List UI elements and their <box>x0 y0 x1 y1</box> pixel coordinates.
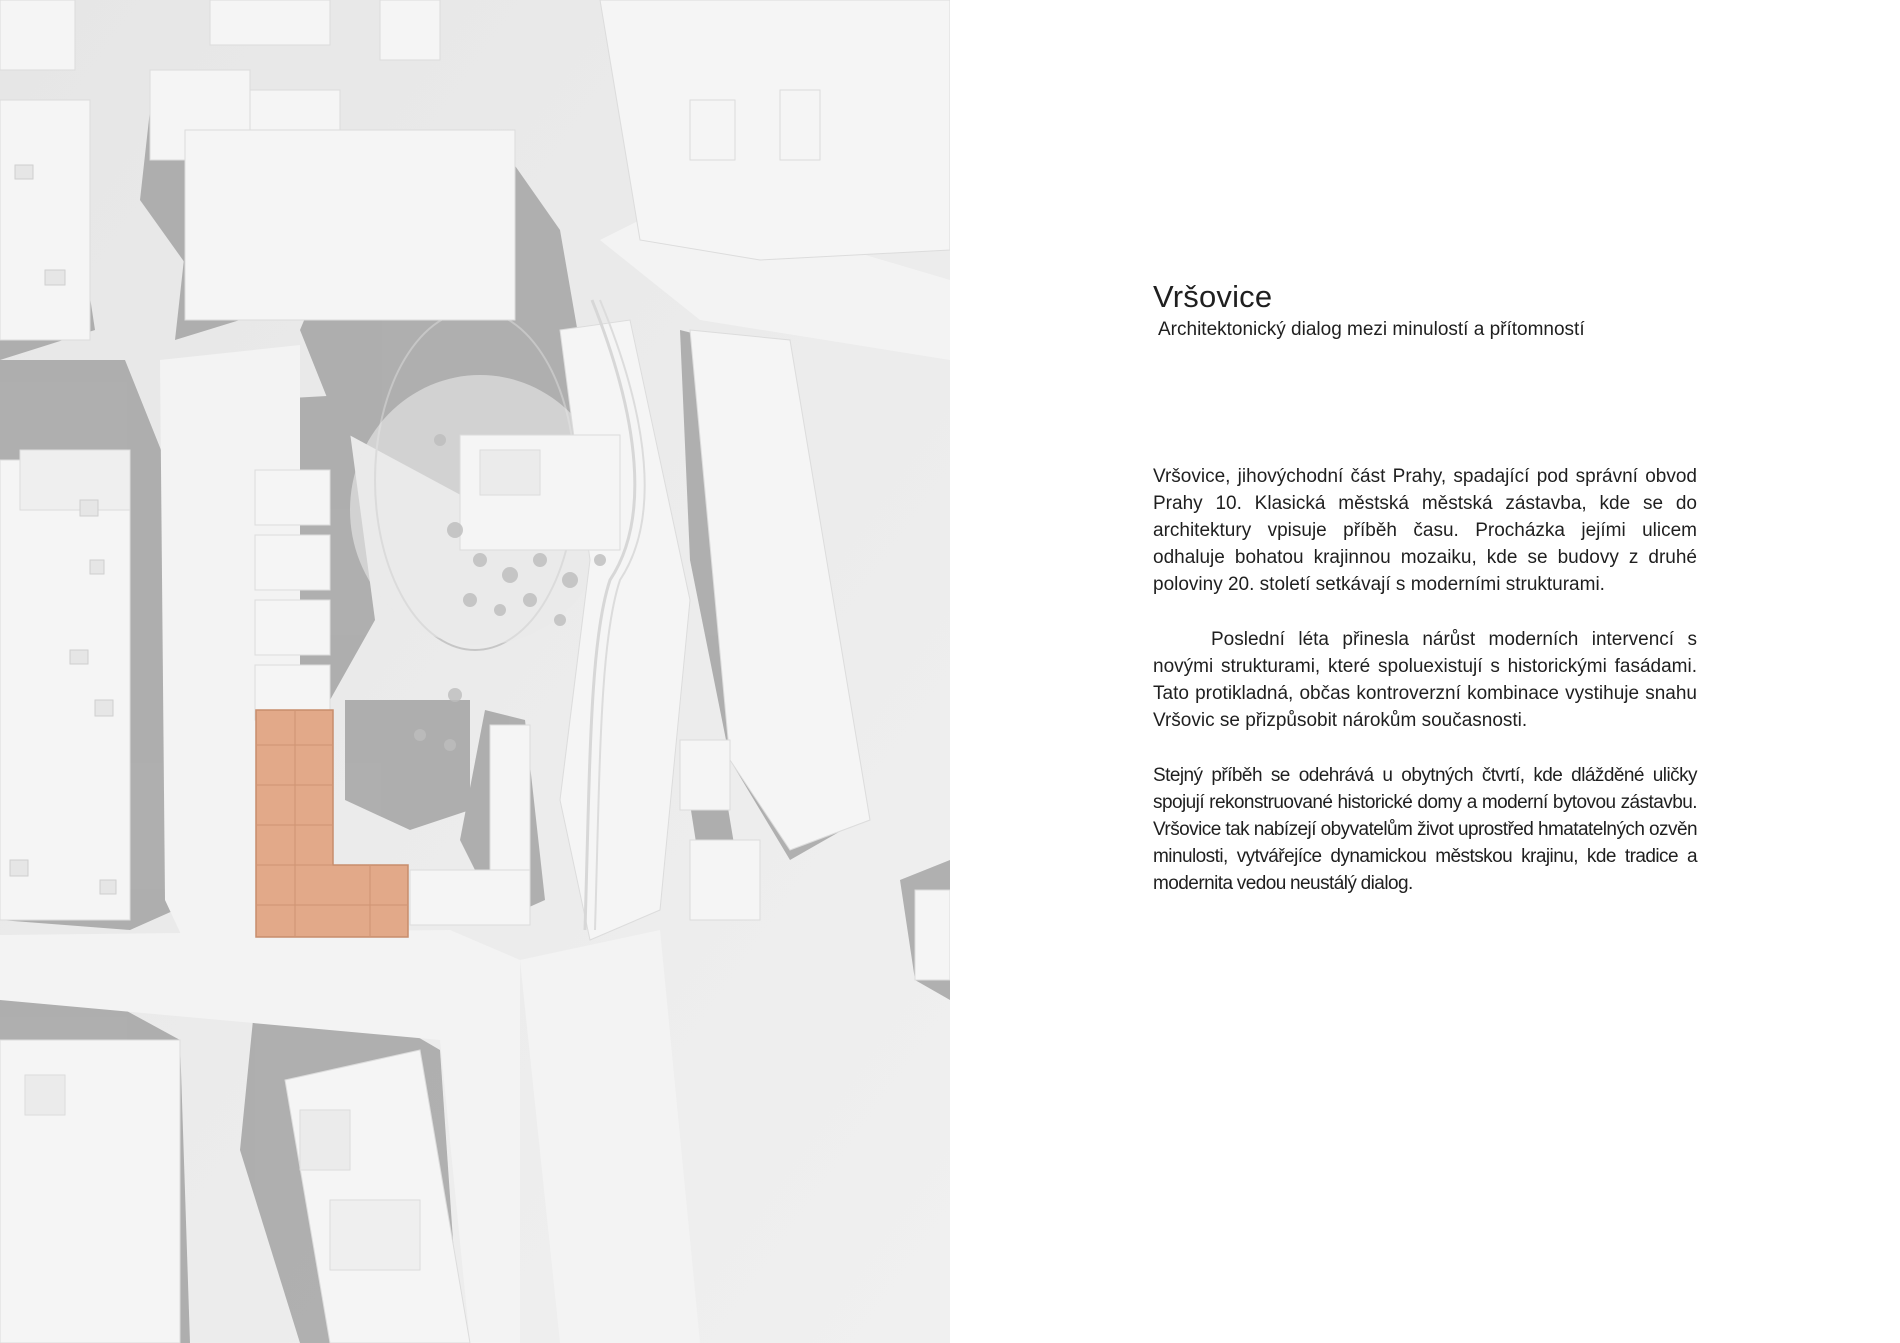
paragraph-1: Vršovice, jihovýchodní část Prahy, spadající pod správní obvod Prahy 10. Klasická městská městská zástavba, kde se do architektury vpisuje příběh času. Procházka jejími ulicem odhaluje bohatou krajinnou mozaiku, kde se budovy z druhé poloviny 20. století setkávají s moderními strukturami. <box>1153 465 1697 595</box>
page-subtitle: Architektonický dialog mezi minulostí a přítomností <box>1158 319 1585 341</box>
paragraph-2: Poslední léta přinesla nárůst moderních intervencí s novými strukturami, které spoluexistují s historickými fasádami. Tato protikladná, občas kontroverzní kombinace vystihuje snahu Vršovic se přizpůsobit nárokům současnosti. <box>1153 628 1697 731</box>
paragraph-3: Stejný příběh se odehrává u obytných čtvrtí, kde dlážděné uličky spojují rekonstruované historické domy a moderní bytovou zástavbu. Vršovice tak nabízejí obyvatelům život uprostřed hmatatelných ozvěn minulosti, vytvářejíce dynamickou městskou krajinu, kde tradice a modernita vedou neustálý dialog. <box>1153 764 1697 894</box>
body-text <box>1153 463 1697 897</box>
page-title: Vršovice <box>1153 279 1273 314</box>
text-panel <box>1153 278 1697 925</box>
